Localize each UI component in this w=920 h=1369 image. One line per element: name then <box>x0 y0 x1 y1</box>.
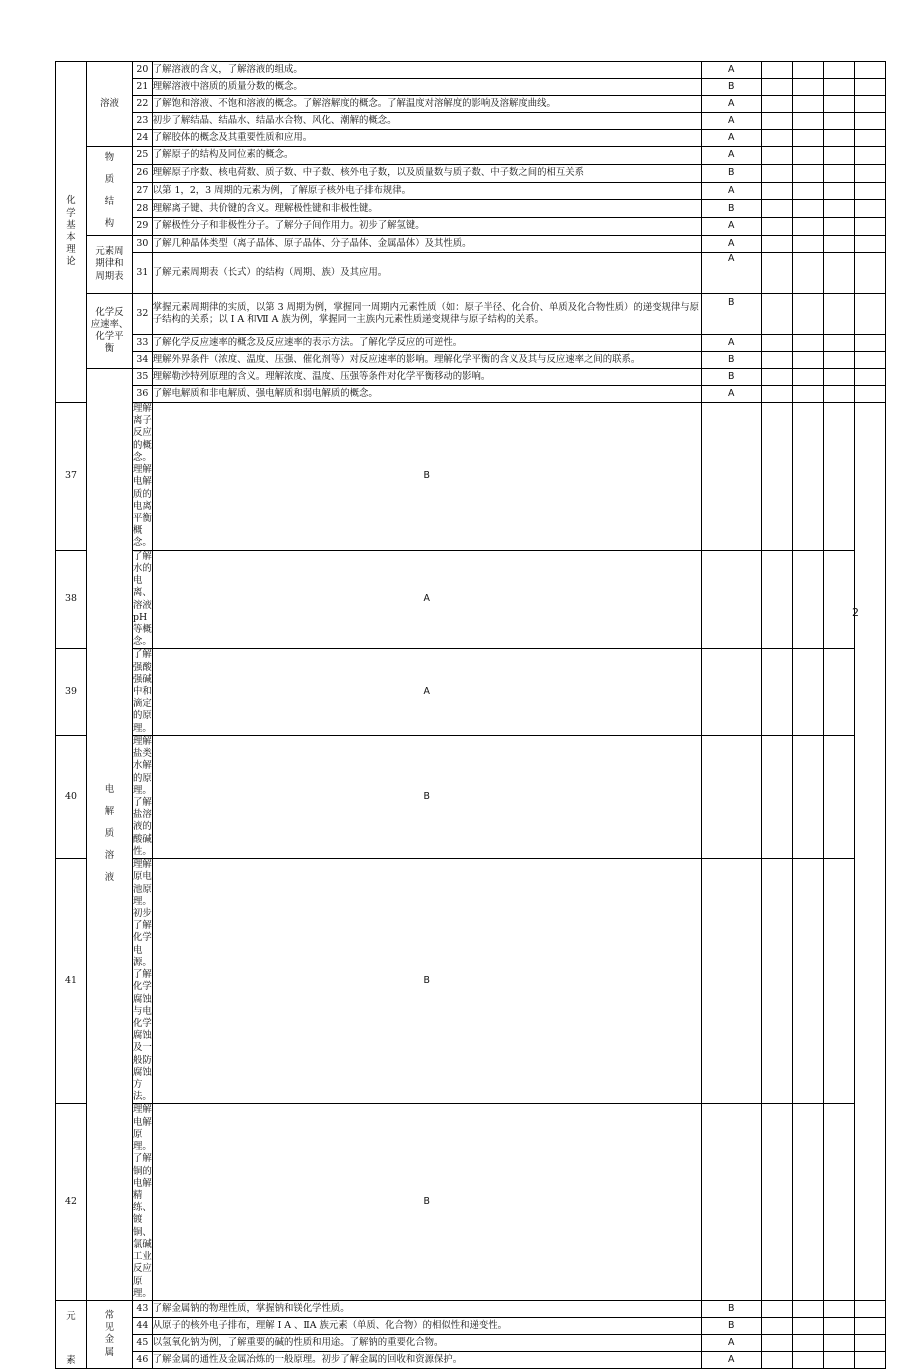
blank-cell <box>823 96 854 113</box>
requirement-text: 从原子的核外电子排布，理解 I A 、ⅡA 族元素（单质、化合物）的相似性和递变性。 <box>152 1317 701 1334</box>
table-row <box>56 1104 886 1301</box>
row-number: 38 <box>56 550 87 649</box>
table-row <box>56 369 886 386</box>
blank-cell <box>823 1334 854 1351</box>
row-number: 26 <box>133 164 153 182</box>
row-number: 32 <box>133 294 153 335</box>
table-row <box>56 236 886 253</box>
blank-cell <box>761 386 792 403</box>
blank-cell <box>761 62 792 79</box>
blank-cell <box>792 253 823 294</box>
blank-cell <box>854 164 885 182</box>
row-number: 20 <box>133 62 153 79</box>
blank-cell <box>761 218 792 236</box>
requirement-text: 掌握元素周期律的实质，以第 3 周期为例，掌握同一周期内元素性质（如：原子半径、化合价、单质及化合物性质）的递变规律与原子结构的关系；以 I A 和Ⅶ A 族为例，掌握同一主族内元素性质递变规律与原子结构的关系。 <box>152 294 701 335</box>
blank-cell <box>854 200 885 218</box>
requirement-text: 以第 1，2，3 周期的元素为例，了解原子核外电子排布规律。 <box>152 182 701 200</box>
blank-cell <box>792 294 823 335</box>
blank-cell <box>701 1104 761 1301</box>
blank-cell <box>761 1317 792 1334</box>
row-number: 36 <box>133 386 153 403</box>
blank-cell <box>854 386 885 403</box>
level-cell: B <box>701 1317 761 1334</box>
blank-cell <box>854 335 885 352</box>
level-cell: B <box>701 200 761 218</box>
level-cell: B <box>701 294 761 335</box>
blank-cell <box>761 1334 792 1351</box>
table-row <box>56 253 886 294</box>
subcategory-cell <box>87 1300 133 1368</box>
level-cell: A <box>152 649 701 736</box>
blank-cell <box>701 859 761 1104</box>
requirement-text: 了解溶液的含义，了解溶液的组成。 <box>152 62 701 79</box>
level-cell: A <box>701 236 761 253</box>
level-cell: A <box>701 130 761 147</box>
blank-cell <box>854 182 885 200</box>
blank-cell <box>701 403 761 551</box>
category-cell <box>56 1300 87 1368</box>
level-cell: B <box>701 369 761 386</box>
row-number: 27 <box>133 182 153 200</box>
subcategory-cell <box>87 369 133 1301</box>
blank-cell <box>761 147 792 165</box>
blank-cell <box>792 164 823 182</box>
requirement-text: 了解饱和溶液、不饱和溶液的概念。了解溶解度的概念。了解温度对溶解度的影响及溶解度曲线。 <box>152 96 701 113</box>
blank-cell <box>761 236 792 253</box>
requirement-text: 了解原子的结构及同位素的概念。 <box>152 147 701 165</box>
table-row <box>56 550 886 649</box>
blank-cell <box>823 369 854 386</box>
blank-cell <box>854 1351 885 1368</box>
table-row <box>56 735 886 858</box>
requirement-text: 了解金属钠的物理性质，掌握钠和镁化学性质。 <box>152 1300 701 1317</box>
blank-cell <box>854 1317 885 1334</box>
blank-cell <box>761 369 792 386</box>
blank-cell <box>823 62 854 79</box>
requirement-text: 理解盐类水解的原理。了解盐溶液的酸碱性。 <box>133 735 152 857</box>
table-row <box>56 1351 886 1368</box>
blank-cell <box>701 649 761 736</box>
subcategory-cell <box>87 147 133 236</box>
row-number: 43 <box>133 1300 153 1317</box>
table-row <box>56 1334 886 1351</box>
blank-cell <box>823 1104 854 1301</box>
blank-cell <box>823 113 854 130</box>
blank-cell <box>823 253 854 294</box>
blank-cell <box>823 1351 854 1368</box>
subcategory-label: 物 质 结 构 <box>104 152 115 229</box>
syllabus-table <box>55 61 886 1369</box>
level-cell: B <box>701 352 761 369</box>
blank-cell <box>854 130 885 147</box>
blank-cell <box>792 130 823 147</box>
subcategory-label: 电 解 质 溶 液 <box>104 784 115 884</box>
table-row <box>56 96 886 113</box>
blank-cell <box>854 236 885 253</box>
level-cell: A <box>701 1351 761 1368</box>
level-cell: B <box>152 859 701 1104</box>
blank-cell <box>761 352 792 369</box>
blank-cell <box>854 96 885 113</box>
blank-cell <box>761 294 792 335</box>
level-cell: A <box>701 96 761 113</box>
blank-cell <box>823 1317 854 1334</box>
table-row <box>56 1300 886 1317</box>
blank-cell <box>792 236 823 253</box>
blank-cell <box>854 294 885 335</box>
level-cell: A <box>701 147 761 165</box>
blank-cell <box>854 79 885 96</box>
blank-cell <box>823 79 854 96</box>
blank-cell <box>761 164 792 182</box>
blank-cell <box>854 352 885 369</box>
blank-cell <box>792 369 823 386</box>
blank-cell <box>701 550 761 649</box>
page-number: 2 <box>852 606 859 619</box>
blank-cell <box>761 403 792 551</box>
level-cell: A <box>701 253 761 294</box>
blank-cell <box>854 1334 885 1351</box>
blank-cell <box>792 113 823 130</box>
blank-cell <box>854 369 885 386</box>
requirement-text: 以氢氧化钠为例，了解重要的碱的性质和用途。了解钠的重要化合物。 <box>152 1334 701 1351</box>
level-cell: A <box>701 386 761 403</box>
row-number: 40 <box>56 735 87 858</box>
blank-cell <box>823 352 854 369</box>
level-cell: A <box>701 1334 761 1351</box>
blank-cell <box>761 113 792 130</box>
level-cell: A <box>701 113 761 130</box>
subcategory-label: 常 见 金 属 <box>104 1310 115 1358</box>
requirement-text: 理解离子反应的概念。理解电解质的电离平衡概念。 <box>133 403 152 549</box>
requirement-text: 了解强酸强碱中和滴定的原理。 <box>133 649 152 734</box>
subcategory-label: 化学反 应速率、 化学平 衡 <box>90 306 129 355</box>
blank-cell <box>761 550 792 649</box>
table-row <box>56 62 886 79</box>
blank-cell <box>761 182 792 200</box>
requirement-text: 初步了解结晶、结晶水、结晶水合物、风化、潮解的概念。 <box>152 113 701 130</box>
requirement-text: 理解原电池原理。初步了解化学电源。了解化学腐蚀与电化学腐蚀及一般防腐蚀方法。 <box>133 859 152 1103</box>
blank-cell <box>792 335 823 352</box>
table-row <box>56 200 886 218</box>
blank-cell <box>792 403 823 551</box>
blank-cell <box>761 649 792 736</box>
blank-cell <box>761 253 792 294</box>
subcategory-cell <box>87 62 133 147</box>
table-row <box>56 859 886 1104</box>
blank-cell <box>792 1300 823 1317</box>
blank-cell <box>761 96 792 113</box>
requirement-text: 了解电解质和非电解质、强电解质和弱电解质的概念。 <box>152 386 701 403</box>
row-number: 21 <box>133 79 153 96</box>
row-number: 29 <box>133 218 153 236</box>
level-cell: A <box>701 62 761 79</box>
blank-cell <box>823 130 854 147</box>
blank-cell <box>854 113 885 130</box>
requirement-text: 了解极性分子和非极性分子。了解分子间作用力。初步了解氢键。 <box>152 218 701 236</box>
level-cell: A <box>701 218 761 236</box>
row-number: 34 <box>133 352 153 369</box>
blank-cell <box>823 182 854 200</box>
blank-cell <box>792 859 823 1104</box>
table-row <box>56 79 886 96</box>
requirement-text: 理解离子键、共价键的含义。理解极性键和非极性键。 <box>152 200 701 218</box>
requirement-text: 了解胶体的概念及其重要性质和应用。 <box>152 130 701 147</box>
table-row <box>56 182 886 200</box>
table-row <box>56 218 886 236</box>
row-number: 23 <box>133 113 153 130</box>
level-cell: B <box>152 1104 701 1301</box>
blank-cell <box>761 735 792 858</box>
requirement-text: 理解勒沙特列原理的含义。理解浓度、温度、压强等条件对化学平衡移动的影响。 <box>152 369 701 386</box>
blank-cell <box>792 1317 823 1334</box>
blank-cell <box>823 386 854 403</box>
blank-cell <box>792 352 823 369</box>
table-row <box>56 130 886 147</box>
row-number: 41 <box>56 859 87 1104</box>
blank-cell <box>792 386 823 403</box>
table-row <box>56 113 886 130</box>
blank-cell <box>792 1104 823 1301</box>
blank-cell <box>823 649 854 736</box>
row-number: 30 <box>133 236 153 253</box>
table-row <box>56 147 886 165</box>
requirement-text: 了解几种晶体类型（离子晶体、原子晶体、分子晶体、金属晶体）及其性质。 <box>152 236 701 253</box>
row-number: 22 <box>133 96 153 113</box>
blank-cell <box>761 1104 792 1301</box>
row-number: 33 <box>133 335 153 352</box>
row-number: 39 <box>56 649 87 736</box>
blank-cell <box>792 79 823 96</box>
row-number: 44 <box>133 1317 153 1334</box>
level-cell: A <box>152 550 701 649</box>
blank-cell <box>854 253 885 294</box>
blank-cell <box>854 218 885 236</box>
blank-cell <box>823 335 854 352</box>
blank-cell <box>761 859 792 1104</box>
row-number: 42 <box>56 1104 87 1301</box>
blank-cell <box>792 550 823 649</box>
table-row <box>56 352 886 369</box>
blank-cell <box>823 218 854 236</box>
level-cell: B <box>701 1300 761 1317</box>
row-number: 35 <box>133 369 153 386</box>
category-label: 化 学 基 本 理 论 <box>66 195 76 268</box>
table-row <box>56 403 886 551</box>
blank-cell <box>823 147 854 165</box>
level-cell: A <box>701 335 761 352</box>
row-number: 31 <box>133 253 153 294</box>
blank-cell <box>792 218 823 236</box>
row-number: 37 <box>56 403 87 551</box>
row-number: 24 <box>133 130 153 147</box>
blank-cell <box>823 200 854 218</box>
requirement-text: 了解水的电离、溶液 pH 等概念。 <box>133 550 152 648</box>
requirement-text: 了解化学反应速率的概念及反应速率的表示方法。了解化学反应的可逆性。 <box>152 335 701 352</box>
table-row <box>56 1317 886 1334</box>
blank-cell <box>792 147 823 165</box>
level-cell: B <box>701 79 761 96</box>
blank-cell <box>823 550 854 649</box>
blank-cell <box>854 147 885 165</box>
blank-cell <box>792 96 823 113</box>
blank-cell <box>761 130 792 147</box>
blank-cell <box>854 1300 885 1317</box>
blank-cell <box>761 335 792 352</box>
requirement-text: 理解原子序数、核电荷数、质子数、中子数、核外电子数，以及质量数与质子数、中子数之间的相互关系 <box>152 164 701 182</box>
subcategory-label: 元素周 期律和 周期表 <box>95 246 124 282</box>
blank-cell <box>823 294 854 335</box>
requirement-text: 了解金属的通性及金属冶炼的一般原理。初步了解金属的回收和资源保护。 <box>152 1351 701 1368</box>
row-number: 45 <box>133 1334 153 1351</box>
blank-cell <box>761 79 792 96</box>
blank-cell <box>792 649 823 736</box>
requirement-text: 理解溶液中溶质的质量分数的概念。 <box>152 79 701 96</box>
category-cell <box>56 62 87 403</box>
table-row <box>56 386 886 403</box>
level-cell: B <box>701 164 761 182</box>
level-cell: A <box>701 182 761 200</box>
blank-cell <box>792 1334 823 1351</box>
requirement-text: 理解电解原理。了解铜的电解精练、镀铜、氯碱工业反应原理。 <box>133 1104 152 1299</box>
table-row <box>56 649 886 736</box>
requirement-text: 理解外界条件（浓度、温度、压强、催化剂等）对反应速率的影响。理解化学平衡的含义及其与反应速率之间的联系。 <box>152 352 701 369</box>
row-number: 28 <box>133 200 153 218</box>
blank-cell <box>761 1300 792 1317</box>
category-label: 元 素 <box>66 1311 76 1367</box>
blank-cell <box>823 735 854 858</box>
blank-cell <box>823 859 854 1104</box>
level-cell: B <box>152 735 701 858</box>
blank-cell <box>823 164 854 182</box>
blank-cell <box>792 1351 823 1368</box>
row-number: 46 <box>133 1351 153 1368</box>
blank-cell <box>823 1300 854 1317</box>
row-number: 25 <box>133 147 153 165</box>
level-cell: B <box>152 403 701 551</box>
table-row <box>56 294 886 335</box>
subcategory-cell <box>87 294 133 369</box>
blank-cell <box>792 200 823 218</box>
blank-cell <box>854 62 885 79</box>
requirement-text: 了解元素周期表（长式）的结构（周期、族）及其应用。 <box>152 253 701 294</box>
blank-cell <box>761 200 792 218</box>
blank-cell <box>823 236 854 253</box>
blank-cell <box>823 403 854 551</box>
blank-cell <box>701 735 761 858</box>
blank-cell <box>792 62 823 79</box>
subcategory-label: 溶液 <box>100 97 119 109</box>
subcategory-cell <box>87 236 133 294</box>
blank-cell <box>761 1351 792 1368</box>
table-row <box>56 164 886 182</box>
blank-cell <box>792 182 823 200</box>
blank-cell <box>792 735 823 858</box>
table-row <box>56 335 886 352</box>
